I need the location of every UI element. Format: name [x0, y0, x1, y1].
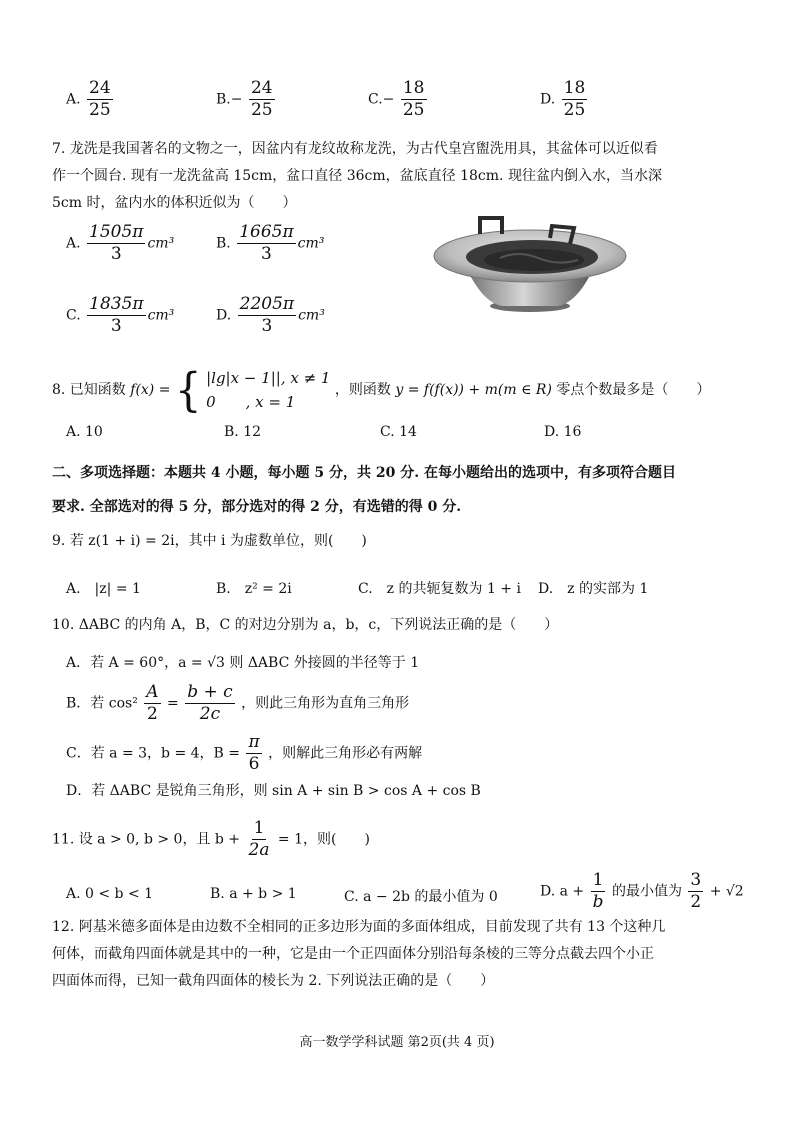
q6-option-a: A. $\frac{24}{25}$ [66, 78, 111, 120]
q7-line-1: 7. 龙洗是我国著名的文物之一，因盆内有龙纹故称龙洗，为古代皇宫盥洗用具，其盆体可以近似看 [52, 141, 658, 157]
q8-option-d: D. 16 [544, 424, 582, 440]
q10-option-c: C．若 a = 3，b = 4，B = $\frac{\pi}{6}$ ，则解此三角形必有两解 [66, 732, 423, 774]
q9-option-c: C. z 的共轭复数为 1 + i [358, 581, 521, 597]
q8-option-a: A. 10 [66, 424, 103, 440]
q6-option-d: D. $\frac{18}{25}$ [540, 78, 586, 120]
q6-option-b: B.− $\frac{24}{25}$ [216, 78, 273, 120]
dragon-basin-image [428, 206, 628, 314]
page-footer: 高一数学学科试题 第2页(共 4 页) [299, 1035, 495, 1050]
q8-option-b: B. 12 [224, 424, 262, 440]
q9-option-d: D. z 的实部为 1 [538, 581, 649, 597]
q9-option-b: B. z² = 2i [216, 581, 292, 597]
q7-option-c: C. $\frac{1835\pi}{3}$ cm³ [66, 294, 175, 336]
q12-stem [52, 914, 752, 995]
q10-stem: 10. ΔABC 的内角 A，B，C 的对边分别为 a，b，c，下列说法正确的是（ ） [52, 617, 559, 633]
q7-line-2: 作一个圆台. 现有一龙洗盆高 15cm，盆口直径 36cm，盆底直径 18cm. 现往盆内倒入水，当水深 [52, 168, 662, 184]
q11-option-b: B. a + b > 1 [210, 886, 297, 902]
q11-option-a: A. 0 < b < 1 [66, 886, 154, 902]
q7-option-b: B. $\frac{1665\pi}{3}$ cm³ [216, 222, 325, 264]
q10-option-a: A．若 A = 60°，a = √3 则 ΔABC 外接圆的半径等于 1 [66, 655, 420, 671]
q9-option-a: A. |z| = 1 [66, 581, 141, 597]
q10-option-d: D．若 ΔABC 是锐角三角形，则 sin A + sin B > cos A + cos B [66, 783, 481, 799]
q8-stem: 8. 已知函数 f(x) = { |lg|x − 1||, x ≠ 1 0 , x = 1 ，则函数 y = f(f(x)) + m(m ∈ R) 零点个数最多是（ ） [52, 362, 711, 417]
q7-option-d: D. $\frac{2205\pi}{3}$ cm³ [216, 294, 325, 336]
q7-option-a: A. $\frac{1505\pi}{3}$ cm³ [66, 222, 175, 264]
q12-line-3: 四面体而得，已知一截角四面体的棱长为 2. 下列说法正确的是（ ） [52, 973, 495, 989]
q11-option-d: D. a + $\frac{1}{b}$ 的最小值为 $\frac{3}{2}$ + √2 [540, 870, 744, 912]
q6-option-c: C.− $\frac{18}{25}$ [368, 78, 425, 120]
q9-stem: 9. 若 z(1 + i) = 2i，其中 i 为虚数单位，则( ) [52, 533, 367, 549]
section-2-heading: 二、多项选择题：本题共 4 小题，每小题 5 分，共 20 分. 在每小题给出的选项中，有多项符合题目 要求. 全部选对的得 5 分，部分选对的得 2 分，有选错的得 0 分. [52, 465, 676, 515]
q12-line-2: 何体，而截角四面体就是其中的一种，它是由一个正四面体分别沿每条棱的三等分点截去四个小正 [52, 946, 654, 962]
q8-option-c: C. 14 [380, 424, 417, 440]
q10-option-b: B．若 cos² $\frac{A}{2}$ = $\frac{b + c}{2c}$ ，则此三角形为直角三角形 [66, 682, 410, 724]
q8-piecewise: |lg|x − 1||, x ≠ 1 0 , x = 1 [206, 369, 331, 411]
q7-stem [52, 136, 752, 217]
q11-option-c: C. a − 2b 的最小值为 0 [344, 889, 498, 905]
q12-line-1: 12. 阿基米德多面体是由边数不全相同的正多边形为面的多面体组成，目前发现了共有 13 个这种几 [52, 919, 666, 935]
q7-line-3: 5cm 时，盆内水的体积近似为（ ） [52, 195, 297, 211]
q11-stem: 11. 设 a > 0, b > 0，且 b + $\frac{1}{2a}$ = 1，则( ) [52, 818, 370, 860]
